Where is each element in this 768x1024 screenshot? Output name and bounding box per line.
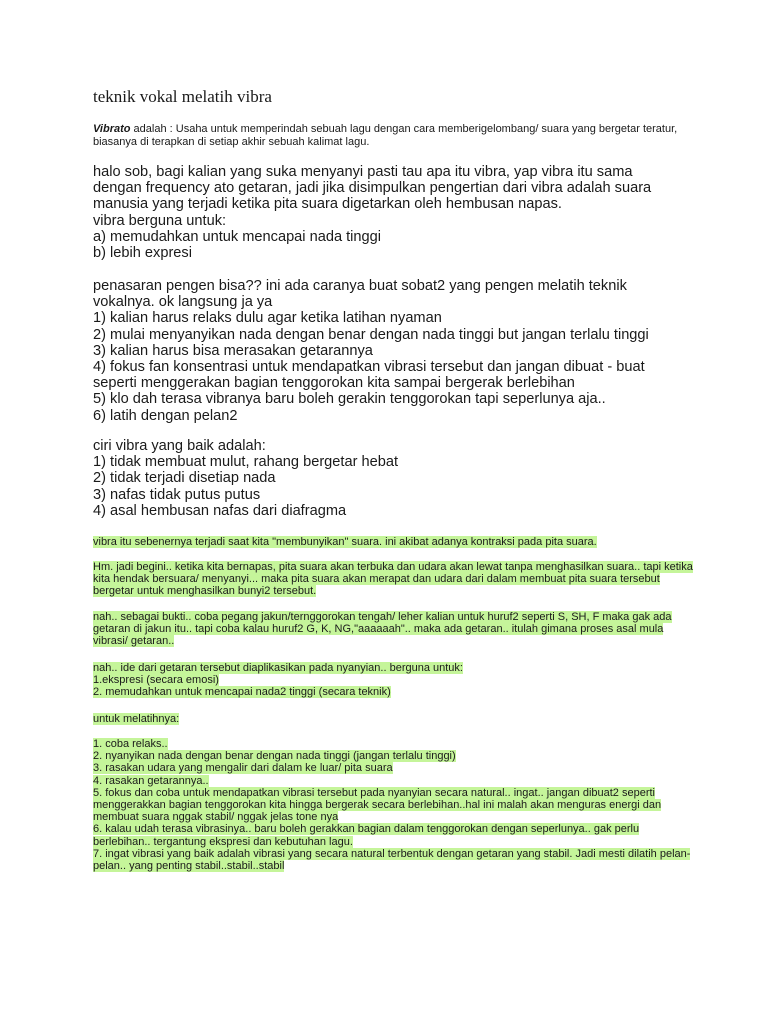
section-halo <box>93 164 693 261</box>
text-line: 4) fokus fan konsentrasi untuk mendapatkan vibrasi tersebut dan jangan dibuat - buat <box>93 359 645 376</box>
highlighted-text: 1.ekspresi (secara emosi) <box>93 674 219 687</box>
vibrato-term: Vibrato <box>93 123 131 135</box>
text-line: 2) mulai menyanyikan nada dengan benar dengan nada tinggi but jangan terlalu tinggi <box>93 326 649 343</box>
highlighted-paragraph-1 <box>93 536 693 548</box>
text-line: ciri vibra yang baik adalah: <box>93 438 266 454</box>
text-line: seperti menggerakan bagian tenggorokan kita sampai bergerak berlebihan <box>93 375 575 392</box>
text-line: dengan frequency ato getaran, jadi jika disimpulkan pengertian dari vibra adalah suara <box>93 180 652 197</box>
list-item: 4. rasakan getarannya.. <box>93 774 209 787</box>
highlighted-paragraph-2 <box>93 561 693 598</box>
text-line: 1) kalian harus relaks dulu agar ketika latihan nyaman <box>93 310 442 327</box>
highlighted-text: vibra itu sebenernya terjadi saat kita "membunyikan" suara. ini akibat adanya kontraksi pada pita suara. <box>93 536 597 548</box>
text-line: manusia yang terjadi ketika pita suara digetarkan oleh hembusan napas. <box>93 196 562 213</box>
intro-paragraph <box>93 123 693 149</box>
highlighted-text: untuk melatihnya: <box>93 713 180 725</box>
list-item: 2. nyanyikan nada dengan benar dengan nada tinggi (jangan terlalu tinggi) <box>93 750 456 763</box>
text-line: penasaran pengen bisa?? ini ada caranya buat sobat2 yang pengen melatih teknik <box>93 278 627 294</box>
text-line: 2) tidak terjadi disetiap nada <box>93 470 276 487</box>
highlighted-paragraph-5 <box>93 713 693 725</box>
list-item: 5. fokus dan coba untuk mendapatkan vibrasi tersebut pada nyanyian secara natural.. ingat.. jangan dibuat2 seperti menggerakkan bagian tenggorokan kita hingga bergerak secara berlebihan..hal ini malah akan menguras energi dan membuat suara nggak stabil/ nggak jelas tone nya <box>93 786 662 824</box>
list-item: 1. coba relaks.. <box>93 738 168 750</box>
text-line: 6) latih dengan pelan2 <box>93 407 238 424</box>
text-line: vibra berguna untuk: <box>93 212 227 229</box>
vibrato-definition: adalah : Usaha untuk memperindah sebuah lagu dengan cara memberigelombang/ suara yang bergetar teratur, biasanya di terapkan di setiap akhir sebuah kalimat lagu. <box>93 123 678 148</box>
text-line: halo sob, bagi kalian yang suka menyanyi pasti tau apa itu vibra, yap vibra itu sama <box>93 164 633 180</box>
text-line: 4) asal hembusan nafas dari diafragma <box>93 502 347 519</box>
text-line: 5) klo dah terasa vibranya baru boleh gerakin tenggorokan tapi seperlunya aja.. <box>93 391 606 408</box>
text-line: vokalnya. ok langsung ja ya <box>93 294 273 311</box>
section-ciri <box>93 438 693 519</box>
highlighted-text: nah.. ide dari getaran tersebut diaplikasikan pada nyanyian.. berguna untuk: <box>93 662 463 674</box>
document-title: teknik vokal melatih vibra <box>93 87 272 106</box>
highlighted-text: 2. memudahkan untuk mencapai nada2 tinggi (secara teknik) <box>93 686 391 699</box>
highlighted-paragraph-4 <box>93 662 693 699</box>
text-line: a) memudahkan untuk mencapai nada tinggi <box>93 228 382 245</box>
text-line: 3) kalian harus bisa merasakan getarannya <box>93 342 373 359</box>
highlighted-steps-list <box>93 738 693 872</box>
text-line: 3) nafas tidak putus putus <box>93 486 261 503</box>
highlighted-text: Hm. jadi begini.. ketika kita bernapas, pita suara akan terbuka dan udara akan lewat tanpa menghasilkan suara.. tapi ketika kita hendak bersuara/ menyanyi... maka pita suara akan merapat dan udara dari dalam membuat pita suara tersebut bergetar untuk menghasilkan bunyi2 tersebut. <box>93 561 693 598</box>
text-line: b) lebih expresi <box>93 245 192 262</box>
list-item: 3. rasakan udara yang mengalir dari dalam ke luar/ pita suara <box>93 762 393 775</box>
text-line: 1) tidak membuat mulut, rahang bergetar hebat <box>93 454 399 471</box>
list-item: 7. ingat vibrasi yang baik adalah vibrasi yang secara natural terbentuk dengan getaran yang stabil. Jadi mesti dilatih pelan-pelan.. yang penting stabil..stabil..stabil <box>93 847 691 873</box>
highlighted-text: nah.. sebagai bukti.. coba pegang jakun/ternggorokan tengah/ leher kalian untuk huruf2 seperti S, SH, F maka gak ada getaran di jakun itu.. tapi coba kalau huruf2 G, K, NG,"aaaaaah".. maka ada getaran.. itulah gimana proses asal mula vibrasi/ getaran.. <box>93 611 672 648</box>
section-penasaran <box>93 278 693 424</box>
highlighted-paragraph-3 <box>93 611 693 648</box>
list-item: 6. kalau udah terasa vibrasinya.. baru boleh gerakkan bagian dalam tenggorokan dengan seperlunya.. gak perlu berlebihan.. tergantung ekspresi dan kebutuhan lagu. <box>93 823 640 848</box>
